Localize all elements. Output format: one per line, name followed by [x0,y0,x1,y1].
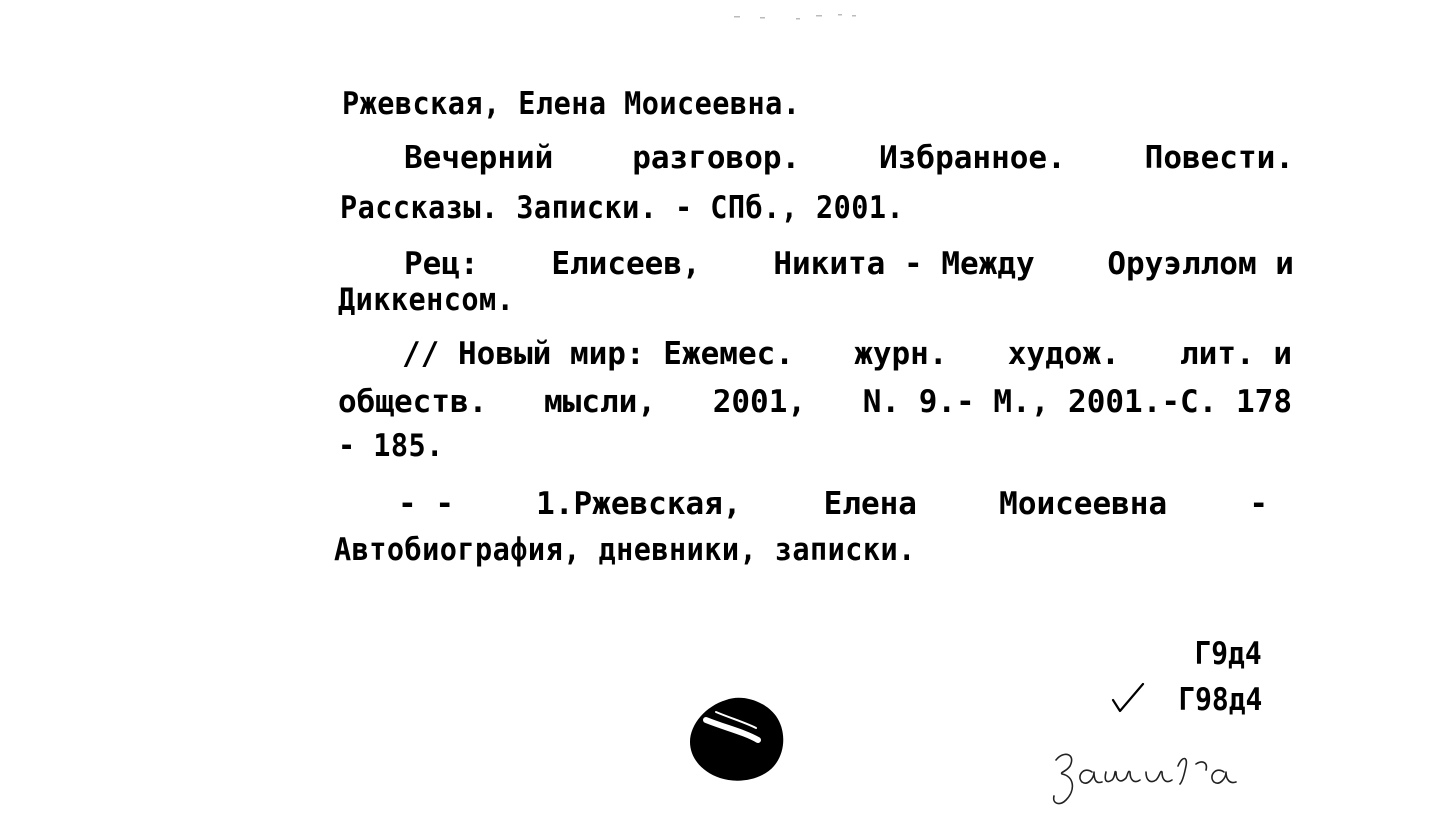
subject-word: 1.Ржевская, [536,486,742,522]
review-word: Никита - Между [773,246,1035,282]
title-line-1 [404,140,1294,176]
subject-word: Моисеевна [999,486,1168,522]
review-word: Елисеев, [551,246,701,282]
classification-code-1: Г9д4 [1194,636,1262,672]
subject-line-1 [398,486,1268,522]
title-word: Вечерний [404,140,554,176]
source-word: журн. [854,336,948,372]
classification-code-2: Г98д4 [1178,682,1262,718]
title-line-2: Рассказы. Записки. - СПб., 2001. [340,190,905,226]
subject-word: Елена [823,486,917,522]
title-word: Повести. [1144,140,1294,176]
subject-word: - - [398,486,454,522]
title-word: Избранное. [879,140,1066,176]
source-word: мысли, [544,384,656,420]
handwritten-note [1046,742,1261,814]
title-word: разговор. [632,140,801,176]
author-heading: Ржевская, Елена Моисеевна. [342,86,801,122]
source-word: N. 9.- М., 2001.-С. 178 [862,384,1292,420]
review-word: Оруэллом и [1107,246,1294,282]
source-word: худож. [1007,336,1120,372]
source-word: лит. и [1180,336,1292,372]
ink-blot-icon [686,690,788,786]
source-line-1 [402,336,1292,372]
review-word: Рец: [404,246,479,282]
source-word: 2001, [712,384,807,420]
source-word: // Новый мир: Ежемес. [402,336,794,372]
source-line-2 [338,384,1292,420]
review-line-2: Диккенсом. [338,282,515,318]
checkmark-icon [1110,680,1146,716]
review-line-1 [404,246,1294,282]
source-word: обществ. [338,384,488,420]
subject-line-2: Автобиография, дневники, записки. [334,532,916,568]
subject-word: - [1249,486,1268,522]
scan-specks [720,8,880,28]
source-line-3: - 185. [338,428,444,464]
